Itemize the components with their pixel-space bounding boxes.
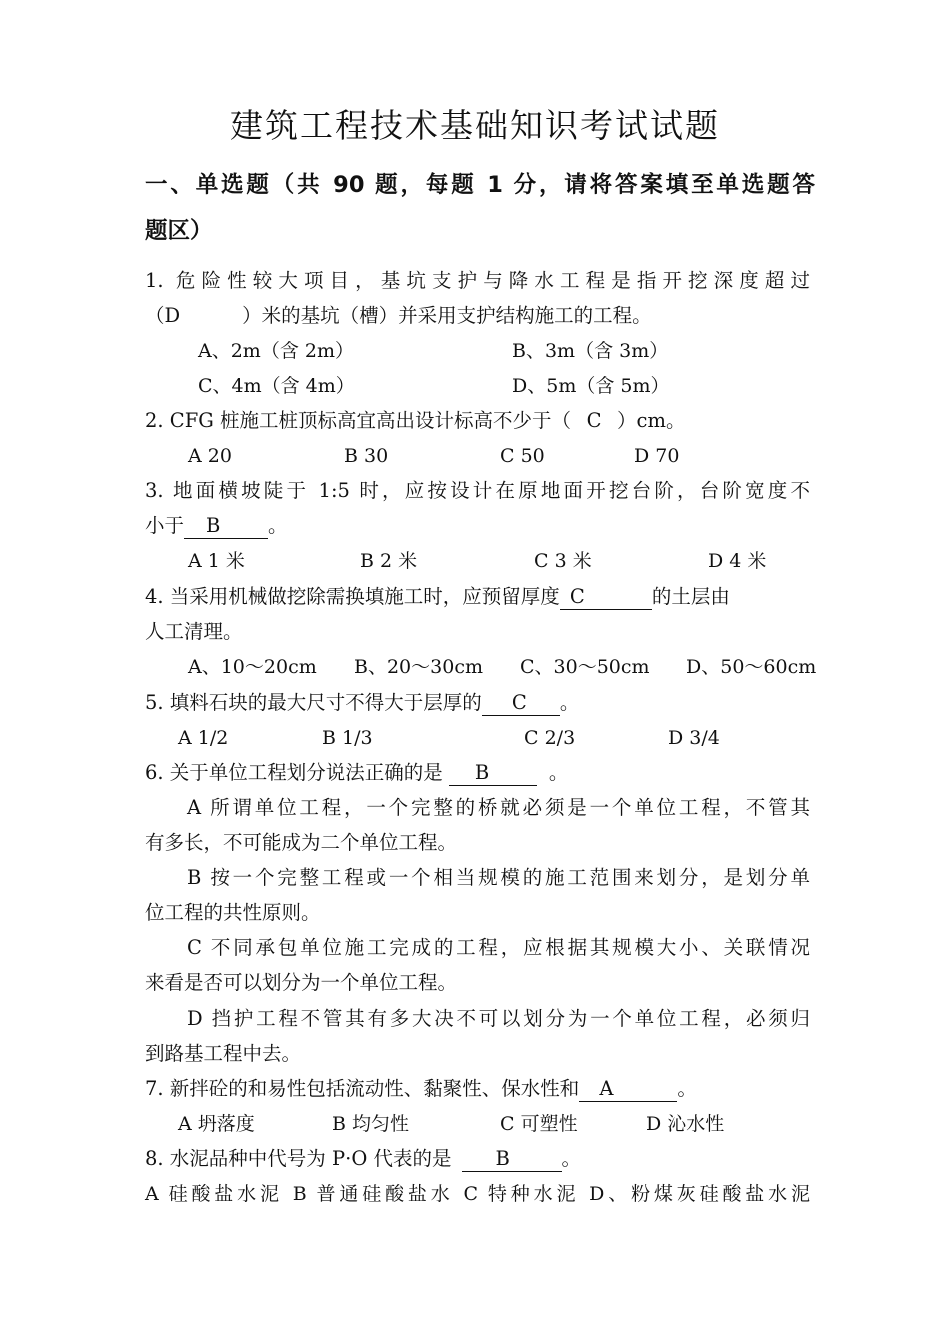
question-2-option-a: A 20 bbox=[188, 445, 232, 467]
question-6-choice-d-line2: 到路基工程中去。 bbox=[145, 1042, 302, 1065]
question-6-choice-b-line2: 位工程的共性原则。 bbox=[145, 901, 321, 924]
question-3-option-b: B 2 米 bbox=[360, 550, 418, 572]
section-heading-line2: 题区） bbox=[145, 218, 213, 244]
question-7-option-c: C 可塑性 bbox=[500, 1113, 578, 1135]
question-8-options: A 硅酸盐水泥 B 普通硅酸盐水 C 特种水泥 D、粉煤灰硅酸盐水泥 bbox=[145, 1183, 810, 1205]
question-1-answer: （D bbox=[145, 304, 181, 327]
question-7-answer-blank: A bbox=[579, 1077, 677, 1102]
question-3-option-d: D 4 米 bbox=[708, 550, 767, 572]
question-2-option-b: B 30 bbox=[344, 445, 389, 467]
question-5-text bbox=[145, 688, 810, 718]
question-6-choice-a: A 所谓单位工程，一个完整的桥就必须是一个单位工程，不管其 bbox=[187, 796, 810, 819]
question-5-option-d: D 3/4 bbox=[668, 727, 720, 749]
question-1-text-suffix: ）米的基坑（槽）并采用支护结构施工的工程。 bbox=[242, 304, 652, 327]
question-6-text-prefix: 6. 关于单位工程划分说法正确的是 bbox=[145, 761, 443, 784]
question-6-choice-c-line2: 来看是否可以划分为一个单位工程。 bbox=[145, 971, 458, 994]
question-5-answer-blank: C bbox=[482, 691, 560, 716]
question-8-text-suffix: 。 bbox=[561, 1147, 582, 1170]
question-2-text-prefix: 2. CFG 桩施工桩顶标高宜高出设计标高不少于（ bbox=[145, 409, 572, 432]
question-3-answer-blank: B bbox=[184, 514, 268, 539]
section-heading-line1: 一、单选题（共 90 题，每题 1 分，请将答案填至单选题答 bbox=[145, 172, 815, 198]
question-4-text-prefix: 4. 当采用机械做挖除需换填施工时，应预留厚度 bbox=[145, 585, 560, 608]
question-1-option-a: A、2m（含 2m） bbox=[198, 340, 354, 362]
question-6-answer-blank: B bbox=[449, 761, 537, 786]
question-6-text bbox=[145, 758, 810, 788]
question-7-text-prefix: 7. 新拌砼的和易性包括流动性、黏聚性、保水性和 bbox=[145, 1077, 580, 1100]
question-1-text-line2 bbox=[145, 301, 810, 331]
question-6-choice-b: B 按一个完整工程或一个相当规模的施工范围来划分，是划分单 bbox=[187, 866, 810, 889]
question-3-option-c: C 3 米 bbox=[534, 550, 592, 572]
question-5-option-a: A 1/2 bbox=[178, 727, 229, 749]
question-1-option-d: D、5m（含 5m） bbox=[512, 375, 670, 397]
question-7-option-a: A 坍落度 bbox=[178, 1113, 255, 1135]
question-7-text-suffix: 。 bbox=[677, 1077, 697, 1100]
question-4-text bbox=[145, 582, 810, 612]
question-7-option-d: D 沁水性 bbox=[646, 1113, 725, 1135]
question-8-answer-blank: B bbox=[462, 1147, 562, 1172]
question-5-option-b: B 1/3 bbox=[322, 727, 373, 749]
question-4-text-line2: 人工清理。 bbox=[145, 620, 243, 643]
question-2-text bbox=[145, 406, 810, 436]
question-3-text-line2 bbox=[145, 511, 810, 541]
question-2-option-d: D 70 bbox=[634, 445, 680, 467]
question-3-text-prefix: 小于 bbox=[145, 514, 185, 537]
question-4-option-d: D、50～60cm bbox=[686, 656, 817, 678]
question-6-choice-a-line2: 有多长，不可能成为二个单位工程。 bbox=[145, 831, 458, 854]
question-2-answer: C bbox=[586, 409, 602, 432]
question-4-option-a: A、10～20cm bbox=[188, 656, 317, 678]
question-2-text-suffix: ）cm。 bbox=[617, 409, 686, 432]
question-1-text: 1. 危险性较大项目，基坑支护与降水工程是指开挖深度超过 bbox=[145, 269, 810, 292]
question-4-text-suffix: 的土层由 bbox=[651, 585, 730, 608]
question-6-choice-c: C 不同承包单位施工完成的工程，应根据其规模大小、关联情况 bbox=[187, 936, 810, 959]
question-4-option-c: C、30～50cm bbox=[520, 656, 650, 678]
question-6-text-suffix: 。 bbox=[548, 761, 569, 784]
question-8-text-prefix: 8. 水泥品种中代号为 P·O 代表的是 bbox=[145, 1147, 452, 1170]
page-title: 建筑工程技术基础知识考试试题 bbox=[230, 106, 720, 145]
question-3-option-a: A 1 米 bbox=[188, 550, 245, 572]
question-7-text bbox=[145, 1074, 810, 1104]
question-1-option-c: C、4m（含 4m） bbox=[198, 375, 355, 397]
question-8-text bbox=[145, 1144, 810, 1174]
question-2-option-c: C 50 bbox=[500, 445, 545, 467]
question-5-text-prefix: 5. 填料石块的最大尺寸不得大于层厚的 bbox=[145, 691, 482, 714]
question-4-answer-blank: C bbox=[560, 585, 652, 610]
question-1-option-b: B、3m（含 3m） bbox=[512, 340, 669, 362]
question-6-choice-d: D 挡护工程不管其有多大决不可以划分为一个单位工程，必须归 bbox=[187, 1007, 810, 1030]
question-3-text: 3. 地面横坡陡于 1:5 时，应按设计在原地面开挖台阶，台阶宽度不 bbox=[145, 479, 810, 502]
question-7-option-b: B 均匀性 bbox=[332, 1113, 410, 1135]
question-5-option-c: C 2/3 bbox=[524, 727, 576, 749]
question-4-option-b: B、20～30cm bbox=[354, 656, 483, 678]
question-5-text-suffix: 。 bbox=[559, 691, 580, 714]
question-3-text-suffix: 。 bbox=[268, 514, 288, 537]
